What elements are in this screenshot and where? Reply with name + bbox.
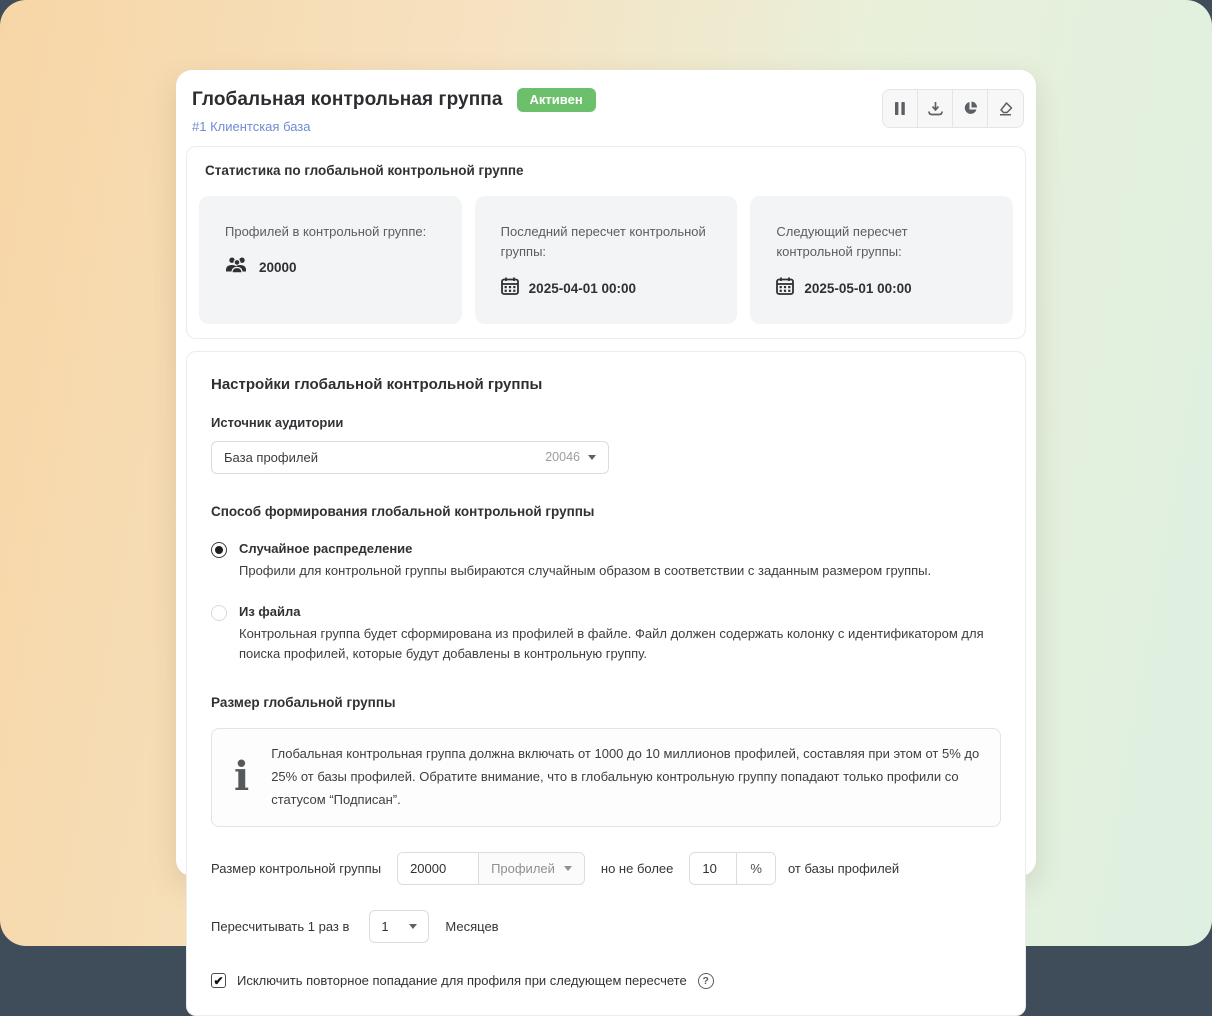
stat-value: 2025-04-01 00:00: [528, 280, 637, 296]
chevron-down-icon: [409, 924, 417, 929]
size-input[interactable]: [398, 853, 478, 884]
pie-chart-icon: [963, 101, 978, 116]
base-suffix-label: от базы профилей: [787, 860, 900, 876]
status-badge: Активен: [517, 88, 596, 112]
stat-label: Следующий пересчет контрольной группы:: [776, 223, 908, 259]
calendar-icon: [776, 277, 794, 300]
info-text: Глобальная контрольная группа должна включать от 1000 до 10 миллионов профилей, составляя при этом от 5% до 25% от базы профилей. Обратите внимание, что в глобальную контрольную группу попадают только профили со статусом “Подписан”.: [271, 746, 980, 807]
size-heading: Размер глобальной группы: [211, 695, 396, 711]
pause-icon: [894, 102, 906, 115]
percent-sign: %: [736, 853, 775, 884]
help-icon[interactable]: ?: [698, 973, 714, 989]
erase-button[interactable]: [988, 90, 1023, 127]
recalc-prefix-label: Пересчитывать 1 раз в: [211, 918, 350, 934]
statistics-card: [186, 146, 1026, 339]
stat-tiles: [199, 196, 1013, 324]
stat-tile-last-recalc: [475, 196, 738, 324]
formation-heading: Способ формирования глобальной контрольной группы: [211, 503, 595, 519]
page-title: Глобальная контрольная группа: [192, 88, 503, 110]
radio-random[interactable]: [211, 542, 227, 558]
size-unit-value: Профилей: [491, 860, 555, 876]
eraser-icon: [998, 102, 1013, 116]
radio-label: Случайное распределение: [239, 540, 413, 556]
stat-value: 20000: [259, 260, 297, 276]
radio-option-random: [211, 541, 1001, 582]
percent-input-group: [689, 852, 776, 885]
radio-description: Контрольная группа будет сформирована из профилей в файле. Файл должен содержать колонку с идентификатором для поиска профилей, которые будут добавлены в контрольную группу.: [239, 625, 984, 662]
download-button[interactable]: [918, 90, 953, 127]
percent-input[interactable]: [690, 853, 736, 884]
audience-source-count: 20046: [545, 450, 580, 465]
chevron-down-icon: [564, 866, 572, 871]
recalc-unit-label: Месяцев: [445, 918, 499, 934]
radio-from-file[interactable]: [211, 605, 227, 621]
exclusion-row: [211, 973, 1001, 989]
audience-source-label: Источник аудитории: [211, 414, 344, 430]
max-label: но не более: [600, 860, 674, 876]
stat-label: Профилей в контрольной группе:: [225, 223, 427, 239]
title-block: [192, 88, 596, 134]
stat-tile-next-recalc: [750, 196, 1013, 324]
recalc-row: [211, 910, 1001, 943]
chart-button[interactable]: [953, 90, 988, 127]
global-control-group-card: [176, 70, 1036, 989]
recalc-interval-value: 1: [381, 918, 389, 934]
card-header: [176, 70, 1036, 146]
stat-value: 2025-05-01 00:00: [804, 280, 912, 296]
audience-source-value: База профилей: [224, 449, 318, 465]
exclusion-label: Исключить повторное попадание для профиля при следующем пересчете: [237, 973, 687, 989]
toolbar: [882, 89, 1024, 128]
size-input-group: [397, 852, 585, 885]
size-row: [211, 852, 1001, 885]
info-icon: i: [234, 753, 250, 801]
radio-option-from-file: [211, 604, 1001, 666]
size-row-label: Размер контрольной группы: [211, 860, 382, 876]
calendar-icon: [501, 277, 519, 300]
settings-card: [186, 351, 1026, 1016]
settings-heading: Настройки глобальной контрольной группы: [211, 375, 543, 393]
download-icon: [928, 102, 943, 116]
info-box: [211, 728, 1001, 826]
exclusion-checkbox[interactable]: ✔: [211, 973, 226, 988]
stat-label: Последний пересчет контрольной группы:: [500, 223, 706, 259]
users-icon: [225, 257, 249, 279]
pause-button[interactable]: [883, 90, 918, 127]
base-link[interactable]: #1 Клиентская база: [192, 118, 311, 134]
radio-label: Из файла: [239, 603, 301, 619]
radio-description: Профили для контрольной группы выбираются случайным образом в соответствии с заданным размером группы.: [239, 562, 932, 578]
chevron-down-icon: [588, 455, 596, 460]
stat-tile-profiles: [199, 196, 462, 324]
recalc-interval-select[interactable]: [369, 910, 429, 943]
size-unit-select[interactable]: [478, 853, 584, 884]
statistics-heading: Статистика по глобальной контрольной группе: [205, 162, 524, 178]
audience-source-select[interactable]: [211, 441, 609, 474]
